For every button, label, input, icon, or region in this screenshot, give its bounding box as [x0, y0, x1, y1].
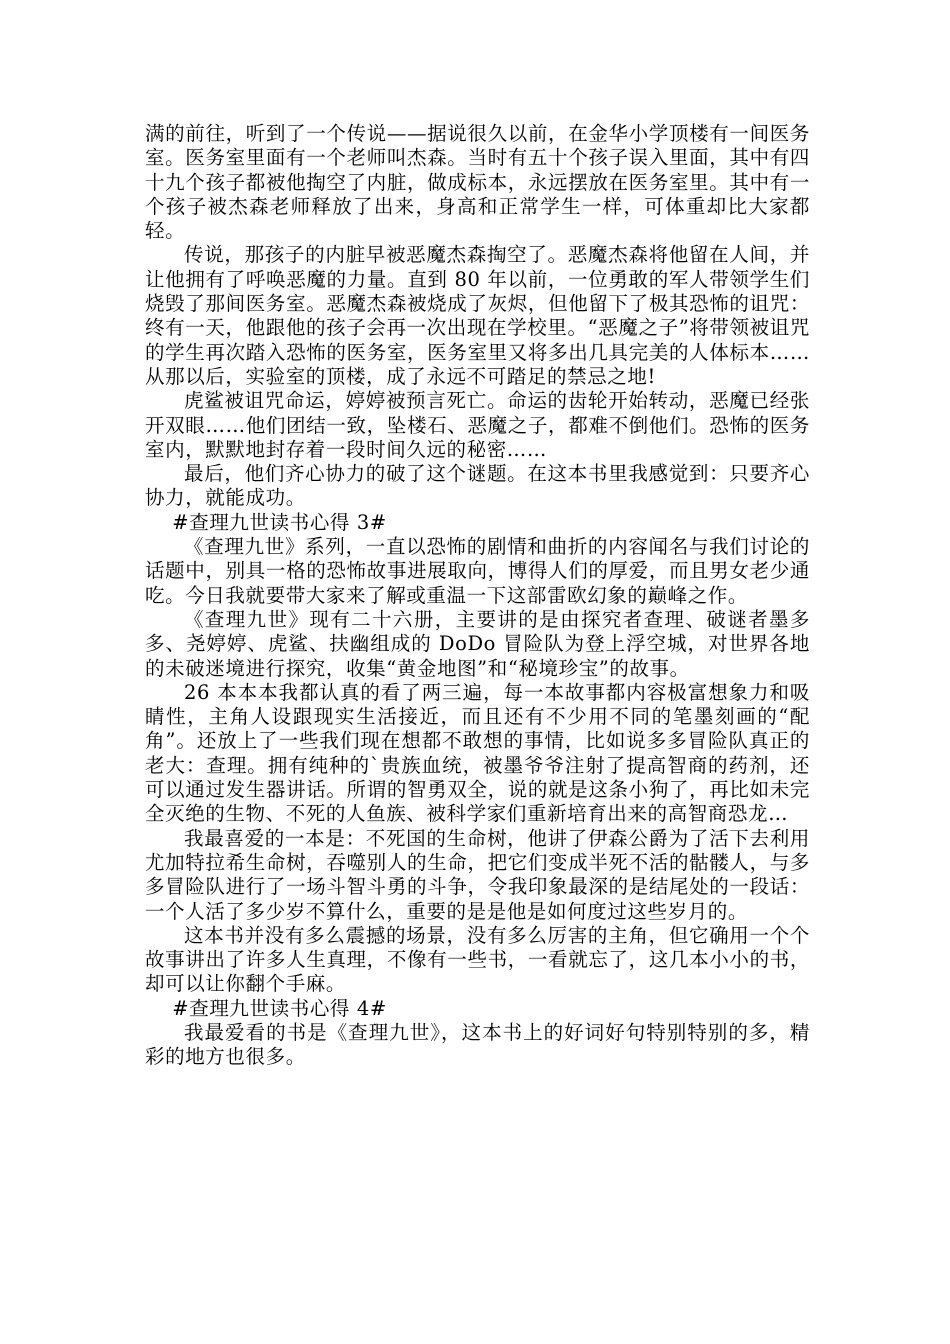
- paragraph-life-truths: 这本书并没有多么震撼的场景，没有多么厉害的主角，但它确用一个个故事讲出了许多人生真理，不像有一些书，一看就忘了，这几本小小的书，却可以让你翻个手麻。: [145, 923, 810, 996]
- section-heading-3: #查理九世读书心得 3#: [172, 510, 387, 534]
- paragraph-conclusion: 最后，他们齐心协力的破了这个谜题。在这本书里我感觉到：只要齐心协力，就能成功。: [145, 462, 810, 510]
- paragraph-favorite-book: 我最喜爱的一本是：不死国的生命树，他讲了伊森公爵为了活下去利用尤加特拉希生命树，吞噬别人的生命，把它们变成半死不活的骷髅人，与多多冒险队进行了一场斗智斗勇的斗争，令我印象最深的是结尾处的一段话：一个人活了多少岁不算什么，重要的是是他是如何度过这些岁月的。: [145, 826, 810, 923]
- paragraph-curse: 虎鲨被诅咒命运，婷婷被预言死亡。命运的齿轮开始转动，恶魔已经张开双眼……他们团结一致，坠楼石、恶魔之子，都难不倒他们。恐怖的医务室内，默默地封存着一段时间久远的秘密……: [145, 389, 810, 461]
- paragraph-legend: 传说，那孩子的内脏早被恶魔杰森掏空了。恶魔杰森将他留在人间，并让他拥有了呼唤恶魔的力量。直到 80 年以前，一位勇敢的军人带领学生们烧毁了那间医务室。恶魔杰森被烧成了灰烬，但他留下了极其恐怖的诅咒：终有一天，他跟他的孩子会再一次出现在学校里。“恶魔之子”将带领被诅咒的学生再次踏入恐怖的医务室，医务室里又将多出几具完美的人体标本……从那以后，实验室的顶楼，成了永远不可踏足的禁忌之地!: [145, 243, 810, 388]
- paragraph-series-intro: 《查理九世》系列，一直以恐怖的剧情和曲折的内容闻名与我们讨论的话题中，别具一格的恐怖故事进展取向，博得人们的厚爱，而且男女老少通吃。今日我就要带大家来了解或重温一下这部雷欧幻象的巅峰之作。: [145, 535, 810, 607]
- paragraph-continuation: 满的前往，听到了一个传说——据说很久以前，在金华小学顶楼有一间医务室。医务室里面有一个老师叫杰森。当时有五十个孩子误入里面，其中有四十九个孩子都被他掏空了内脏，做成标本，永远摆放在医务室里。其中有一个孩子被杰森老师释放了出来，身高和正常学生一样，可体重却比大家都轻。: [145, 122, 810, 243]
- paragraph-series-summary: 《查理九世》现有二十六册，主要讲的是由探究者查理、破谜者墨多多、尧婷婷、虎鲨、扶幽组成的 DoDo 冒险队为登上浮空城，对世界各地的未破迷境进行探究，收集“黄金地图”和“秘境珍宝”的故事。: [145, 607, 810, 680]
- paragraph-favorite-reading: 我最爱看的书是《查理九世》，这本书上的好词好句特别特别的多，精彩的地方也很多。: [145, 1020, 810, 1069]
- document-page: [145, 122, 810, 1070]
- section-heading-4: #查理九世读书心得 4#: [172, 996, 387, 1020]
- paragraph-reading-experience: 26 本本本我都认真的看了两三遍，每一本故事都内容极富想象力和吸睛性，主角人设跟现实生活接近，而且还有不少用不同的笔墨刻画的“配角”。还放上了一些我们现在想都不敢想的事情，比如说多多冒险队真正的老大：查理。拥有纯种的`贵族血统，被墨爷爷注射了提高智商的药剂，还可以通过发生器讲话。所谓的智勇双全，说的就是这条小狗了，再比如未完全灭绝的生物、不死的人鱼族、被科学家们重新培育出来的高智商恐龙…: [145, 680, 810, 826]
